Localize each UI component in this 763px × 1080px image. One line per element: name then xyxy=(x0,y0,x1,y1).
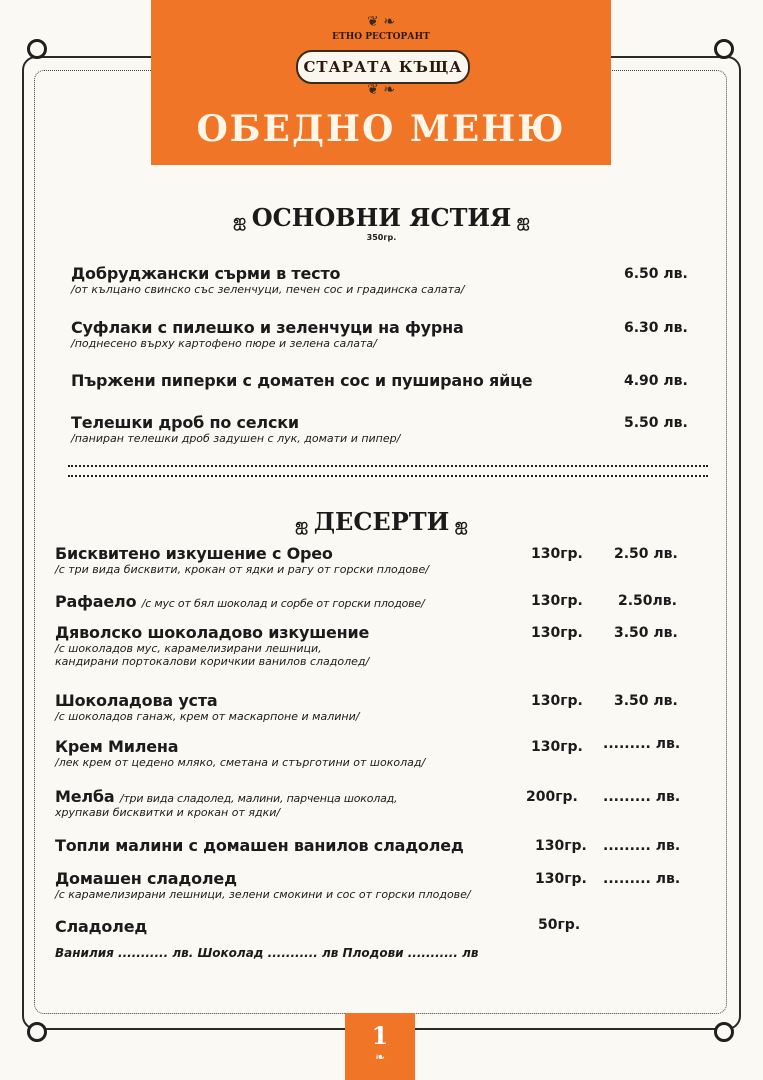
flourish-icon: ஐ xyxy=(295,515,314,534)
dish-name: Добруджански сърми в тесто xyxy=(71,264,341,283)
dish-description: /с карамелизирани лешници, зелени смокини и сос от горски плодове/ xyxy=(55,888,471,901)
dish-weight: 200гр. xyxy=(526,789,578,805)
dish-name: Мелба /три вида сладолед, малини, парченца шоколад, xyxy=(55,787,398,806)
restaurant-logo xyxy=(286,14,476,104)
dish-name: Домашен сладолед xyxy=(55,869,237,888)
dish-name: Телешки дроб по селски xyxy=(71,413,299,432)
menu-item xyxy=(71,318,464,350)
corner-circle-top-right xyxy=(714,39,734,59)
divider xyxy=(68,465,708,467)
logo-name: СТАРАТА КЪЩА xyxy=(296,50,470,84)
dish-description: /с три вида бисквити, крокан от ядки и рагу от горски плодове/ xyxy=(55,563,430,576)
ornament-icon: ❧ xyxy=(374,1050,386,1064)
dish-description: /три вида сладолед, малини, парченца шоколад, xyxy=(119,792,398,805)
header-banner xyxy=(151,0,611,165)
menu-item xyxy=(55,737,425,769)
dish-price: 2.50 лв. xyxy=(614,546,678,562)
menu-item xyxy=(55,836,464,855)
divider xyxy=(68,475,708,477)
dish-price: ......... лв. xyxy=(603,789,681,805)
menu-item xyxy=(55,787,397,819)
dish-weight: 130гр. xyxy=(531,693,583,709)
dish-name: Сладолед xyxy=(55,917,148,936)
dish-weight: 50гр. xyxy=(538,917,581,933)
dish-weight: 130гр. xyxy=(531,546,583,562)
dish-description: /с мус от бял шоколад и сорбе от горски плодове/ xyxy=(141,597,425,610)
dish-weight: 130гр. xyxy=(535,838,587,854)
dish-name: Топли малини с домашен ванилов сладолед xyxy=(55,836,464,855)
dish-description: /лек крем от цедено мляко, сметана и стърготини от шоколад/ xyxy=(55,756,426,769)
dish-name: Шоколадова уста xyxy=(55,691,218,710)
dish-price: ......... лв. xyxy=(603,736,681,752)
dish-description: /от кълцано свинско със зеленчуци, печен сос и градинска салата/ xyxy=(71,283,465,296)
page-number-badge xyxy=(345,1013,415,1080)
dish-name: Крем Милена xyxy=(55,737,179,756)
flourish-icon: ஐ xyxy=(233,211,252,230)
menu-title: ОБЕДНО МЕНЮ xyxy=(196,108,566,150)
section-title-text: ОСНОВНИ ЯСТИЯ xyxy=(251,203,512,232)
dish-weight: 130гр. xyxy=(531,625,583,641)
dish-price: 6.50 лв. xyxy=(624,266,688,282)
menu-item xyxy=(55,917,147,936)
dish-weight: 130гр. xyxy=(531,593,583,609)
dish-name: Суфлаки с пилешко и зеленчуци на фурна xyxy=(71,318,464,337)
menu-item xyxy=(71,413,400,445)
section-title-text: ДЕСЕРТИ xyxy=(313,507,450,536)
dish-price: ......... лв. xyxy=(603,838,681,854)
dish-description: /поднесено върху картофено пюре и зелена салата/ xyxy=(71,337,377,350)
dish-description: кандирани портокалови коричкии ванилов сладолед/ xyxy=(55,655,370,668)
menu-item xyxy=(55,623,369,668)
dish-price: 6.30 лв. xyxy=(624,320,688,336)
dish-price: 3.50 лв. xyxy=(614,693,678,709)
dish-price: ......... лв. xyxy=(603,871,681,887)
dish-price: 3.50 лв. xyxy=(614,625,678,641)
section-title-mains xyxy=(0,203,763,232)
dish-description: /паниран телешки дроб задушен с лук, домати и пипер/ xyxy=(71,432,401,445)
ornament-icon: ❦ ❧ xyxy=(367,14,395,30)
flavor-list: Ванилия ........... лв. Шоколад ........... лв Плодови ........... лв xyxy=(55,946,479,960)
menu-item xyxy=(71,371,532,390)
corner-circle-bottom-left xyxy=(27,1022,47,1042)
corner-circle-bottom-right xyxy=(714,1022,734,1042)
menu-item xyxy=(55,592,425,611)
dish-description: /с шоколадов мус, карамелизирани лешници, xyxy=(55,642,322,655)
ornament-icon: ❦ ❧ xyxy=(367,82,395,98)
section-title-desserts xyxy=(0,507,763,536)
dish-weight: 130гр. xyxy=(535,871,587,887)
dish-name: Бисквитено изкушение с Орео xyxy=(55,544,333,563)
menu-item xyxy=(71,264,465,296)
ice-cream-flavors xyxy=(55,946,478,960)
dish-price: 4.90 лв. xyxy=(624,373,688,389)
menu-item xyxy=(55,544,429,576)
dish-weight: 130гр. xyxy=(531,739,583,755)
logo-subtitle: ЕТНО РЕСТОРАНТ xyxy=(332,32,430,42)
flourish-icon: ஐ xyxy=(511,211,530,230)
dish-name: Рафаело /с мус от бял шоколад и сорбе от горски плодове/ xyxy=(55,592,425,611)
flourish-icon: ஐ xyxy=(449,515,468,534)
dish-name: Дяволско шоколадово изкушение xyxy=(55,623,370,642)
menu-item xyxy=(55,869,471,901)
dish-price: 2.50лв. xyxy=(618,593,677,609)
dish-description: хрупкави бисквитки и крокан от ядки/ xyxy=(55,806,281,819)
menu-item xyxy=(55,691,359,723)
page-number: 1 xyxy=(371,1021,389,1050)
mains-weight: 350гр. xyxy=(366,233,397,242)
dish-name: Пържени пиперки с доматен сос и пуширано яйце xyxy=(71,371,533,390)
dish-price: 5.50 лв. xyxy=(624,415,688,431)
dish-description: /с шоколадов ганаж, крем от маскарпоне и малини/ xyxy=(55,710,360,723)
corner-circle-top-left xyxy=(27,39,47,59)
